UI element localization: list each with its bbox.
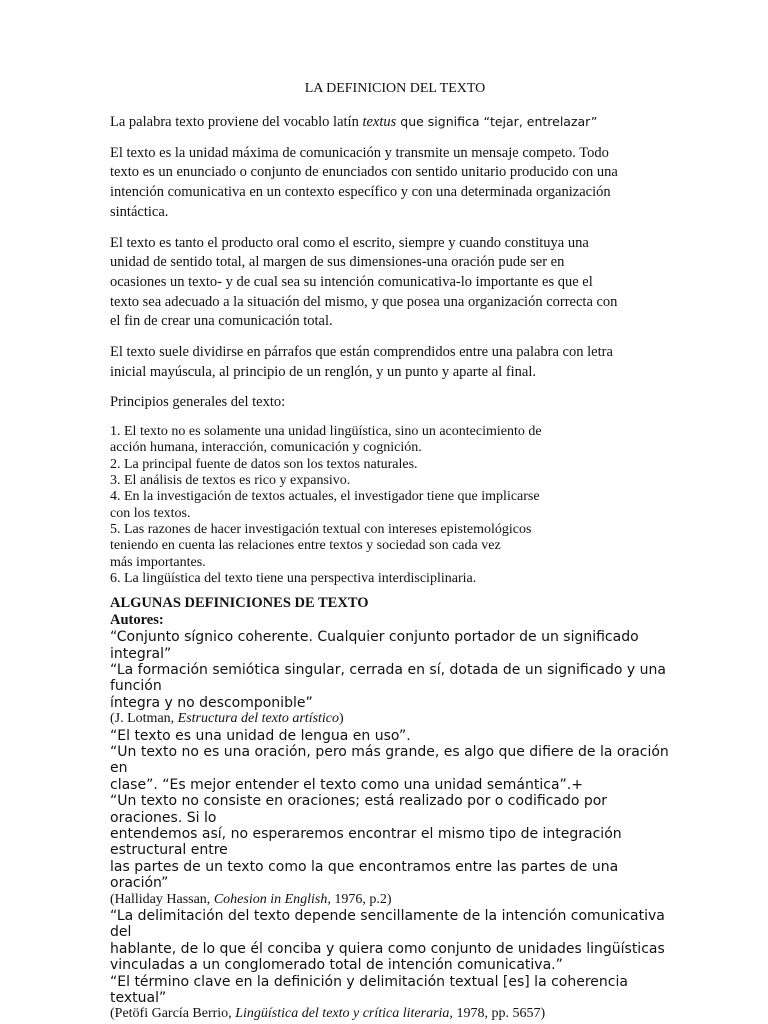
principles-list — [110, 424, 670, 587]
document-page — [110, 80, 670, 1023]
citation-petofi — [110, 1006, 670, 1022]
definition-line: vinculadas a un conglomerado total de intención comunicativa.” — [110, 957, 563, 974]
paragraph-line: el fin de crear una comunicación total. — [110, 313, 333, 330]
paragraph-line: El texto es la unidad máxima de comunicación y transmite un mensaje competo. Todo — [110, 144, 609, 161]
definition-line: hablante, de lo que él conciba y quiera como conjunto de unidades lingüísticas — [110, 940, 665, 957]
citation-text: (J. Lotman, — [110, 711, 178, 727]
definition-line: “Un texto no consiste en oraciones; está realizado por o codificado por oraciones. Si lo — [110, 793, 608, 826]
list-line: acción humana, interacción, comunicación y cognición. — [110, 440, 422, 456]
list-line: 2. La principal fuente de datos son los textos naturales. — [110, 456, 418, 472]
paragraph-line: El texto es tanto el producto oral como el escrito, siempre y cuando constituya una — [110, 234, 589, 251]
document-title: LA DEFINICION DEL TEXTO — [304, 81, 486, 96]
definition-line: las partes de un texto como la que encontramos entre las partes de una oración” — [110, 858, 619, 892]
intro-paragraph — [110, 112, 670, 133]
list-line: 1. El texto no es solamente una unidad lingüística, sino un acontecimiento de — [110, 424, 542, 440]
intro-text: La palabra texto proviene del vocablo latín — [110, 114, 363, 130]
definition-line: íntegra y no descomponible” — [110, 694, 313, 711]
paragraph-line: inicial mayúscula, al principio de un renglón, y un punto y aparte al final. — [110, 363, 537, 380]
definition-line: “La delimitación del texto depende sencillamente de la intención comunicativa del — [110, 908, 665, 941]
citation-text: (Halliday Hassan, — [110, 891, 214, 907]
definition-line: clase”. “Es mejor entender el texto como una unidad semántica”.+ — [110, 776, 583, 793]
paragraph-line: unidad de sentido total, al margen de sus dimensiones-una oración pude ser en — [110, 254, 565, 271]
list-line: 3. El análisis de textos es rico y expansivo. — [110, 473, 351, 489]
list-line: más importantes. — [110, 554, 206, 570]
list-line: 6. La lingüística del texto tiene una perspectiva interdisciplinaria. — [110, 570, 477, 586]
intro-italic-word: textus — [362, 114, 397, 130]
paragraph-line: texto es un enunciado o conjunto de enunciados con sentido unitario producido con una — [110, 164, 618, 181]
citation-halliday — [110, 892, 670, 908]
list-line: 5. Las razones de hacer investigación textual con intereses epistemológicos — [110, 521, 532, 537]
citation-lotman — [110, 711, 670, 727]
definition-line: “El término clave en la definición y delimitación textual [es] la coherencia textual” — [110, 973, 628, 1007]
definition-line: “Conjunto sígnico coherente. Cualquier conjunto portador de un significado integral” — [110, 629, 639, 662]
intro-quote: “tejar, entrelazar” — [479, 114, 598, 129]
definitions-heading: ALGUNAS DEFINICIONES DE TEXTO — [110, 595, 369, 612]
definition-line: “El texto es una unidad de lengua en uso”. — [110, 727, 411, 744]
citation-title: Lingüística del texto y crítica literaria, — [235, 1006, 453, 1022]
paragraph-line: ocasiones un texto- y de cual sea su intención comunicativa-lo importante es que el — [110, 273, 593, 290]
definitions-block — [110, 629, 670, 1023]
paragraph-oral-written — [110, 234, 670, 333]
principles-heading: Principios generales del texto: — [110, 394, 286, 411]
citation-title: Estructura del texto artístico — [177, 711, 340, 727]
definition-line: “Un texto no es una oración, pero más grande, es algo que difiere de la oración en — [110, 743, 669, 777]
intro-text-2: que significa — [396, 114, 480, 129]
authors-heading: Autores: — [110, 612, 164, 629]
citation-text: 1976, p.2) — [330, 891, 392, 907]
list-line: 4. En la investigación de textos actuales, el investigador tiene que implicarse — [110, 489, 540, 505]
list-line: con los textos. — [110, 505, 191, 521]
paragraph-definition — [110, 144, 670, 223]
citation-text: (Petöfi García Berrio, — [110, 1006, 236, 1022]
paragraph-parrafos — [110, 343, 670, 382]
citation-title: Cohesion in English, — [213, 891, 331, 907]
definition-line: entendemos así, no esperaremos encontrar el mismo tipo de integración estructural entre — [110, 825, 622, 859]
citation-text: 1978, pp. 5657) — [452, 1006, 546, 1022]
list-line: teniendo en cuenta las relaciones entre textos y sociedad son cada vez — [110, 538, 501, 554]
paragraph-line: intención comunicativa en un contexto específico y con una determinada organización — [110, 184, 611, 201]
paragraph-line: El texto suele dividirse en párrafos que están comprendidos entre una palabra con letra — [110, 344, 613, 361]
citation-text: ) — [339, 711, 344, 727]
definition-line: “La formación semiótica singular, cerrada en sí, dotada de un significado y una función — [110, 661, 666, 695]
paragraph-line: texto sea adecuado a la situación del mismo, y que posea una organización correcta con — [110, 293, 618, 310]
paragraph-line: sintáctica. — [110, 203, 169, 220]
